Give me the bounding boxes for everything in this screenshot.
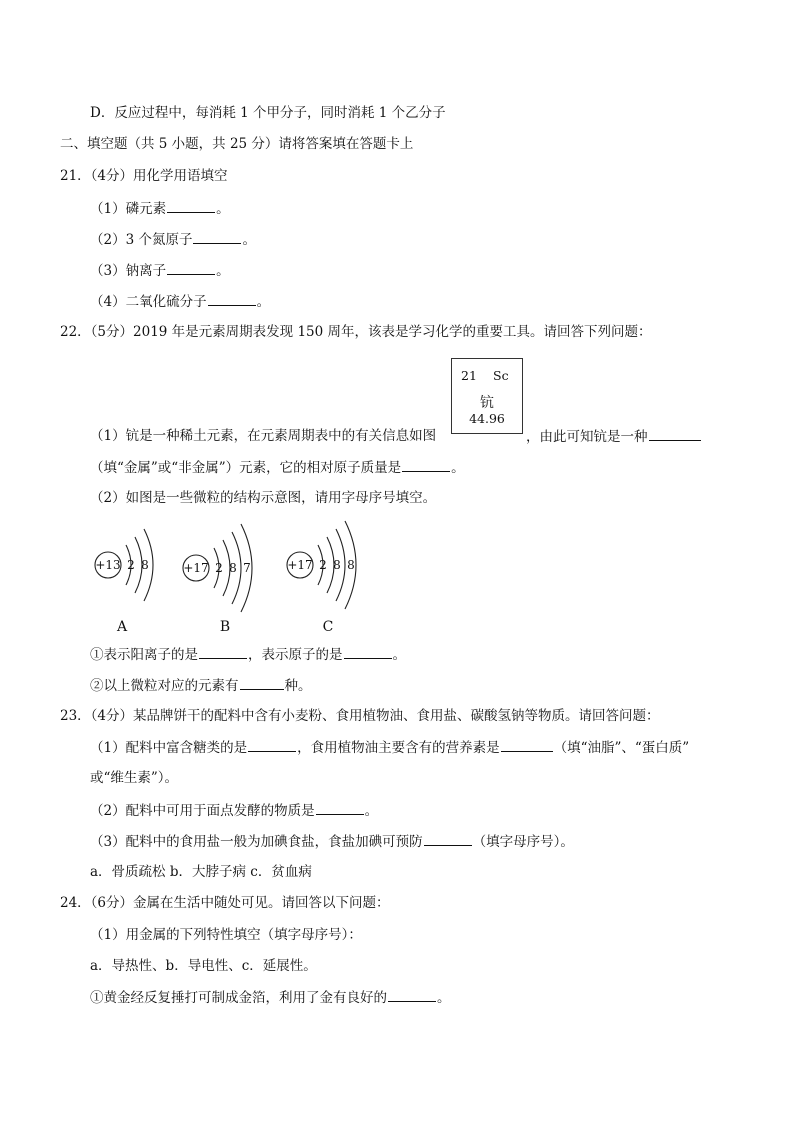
periodic-table-cell — [451, 358, 523, 434]
text: （填字母序号）。 — [472, 834, 574, 850]
q21-part4 — [90, 292, 270, 311]
element-symbol: Sc — [493, 368, 509, 383]
q21-part1 — [90, 199, 230, 218]
answer-blank — [167, 199, 215, 213]
shell-count: 8 — [333, 558, 341, 572]
answer-blank — [248, 738, 296, 752]
nucleus-charge: +17 — [287, 558, 313, 572]
answer-blank — [402, 458, 450, 472]
question-24: 24．（6分）金属在生活中随处可见。请回答以下问题： — [60, 895, 390, 911]
q23-part1-cont: 或“维生素”）。 — [90, 770, 179, 786]
answer-blank — [193, 230, 241, 244]
q23-options: a．骨质疏松 b．大脖子病 c．贫血病 — [90, 864, 312, 880]
diagram-label: A — [116, 619, 128, 635]
element-name: 钪 — [480, 395, 494, 411]
shell-count: 8 — [347, 558, 355, 572]
diagram-label: B — [219, 619, 231, 635]
answer-blank — [240, 676, 284, 690]
text: ②以上微粒对应的元素有 — [90, 678, 239, 694]
option-d: D．反应过程中，每消耗 1 个甲分子，同时消耗 1 个乙分子 — [90, 105, 446, 121]
q22-part1-a: （1）钪是一种稀土元素，在元素周期表中的有关信息如图 — [90, 428, 437, 444]
q21-part3 — [90, 261, 230, 280]
text: 种。 — [284, 678, 312, 694]
q22-part1-c — [90, 458, 465, 477]
q23-part1 — [90, 738, 689, 757]
text: 。 — [216, 263, 230, 279]
answer-blank — [167, 261, 215, 275]
q22-part2-1 — [90, 645, 406, 664]
question-22: 22．（5分）2019 年是元素周期表发现 150 周年，该表是学习化学的重要工具。请回答下列问题： — [60, 324, 652, 340]
shell-count: 2 — [127, 558, 135, 572]
nucleus-charge: +17 — [183, 561, 209, 575]
text: （1）磷元素 — [90, 201, 167, 217]
shell-count: 2 — [319, 558, 327, 572]
answer-blank — [344, 645, 392, 659]
text: 。 — [437, 990, 451, 1006]
answer-blank — [316, 801, 364, 815]
text: （1）配料中富含糖类的是 — [90, 740, 248, 756]
text: （填“金属”或“非金属”）元素，它的相对原子质量是 — [90, 460, 402, 476]
text: （2）3 个氮原子 — [90, 232, 193, 248]
particle-structure-diagrams — [80, 515, 400, 645]
text: 。 — [451, 460, 465, 476]
text: 。 — [392, 647, 406, 663]
text: ，由此可知钪是一种 — [526, 429, 648, 445]
text: 。 — [242, 232, 256, 248]
text: （3）配料中的食用盐一般为加碘食盐，食盐加碘可预防 — [90, 834, 423, 850]
diagram-label: C — [322, 619, 334, 635]
atomic-mass: 44.96 — [469, 411, 505, 426]
nucleus-charge: +13 — [95, 558, 121, 572]
atomic-number: 21 — [461, 368, 477, 383]
text: （4）二氧化硫分子 — [90, 294, 207, 310]
answer-blank — [208, 292, 256, 306]
text: ，食用植物油主要含有的营养素是 — [297, 740, 500, 756]
answer-blank — [199, 645, 247, 659]
text: 。 — [364, 803, 379, 819]
q24-part1: （1）用金属的下列特性填空（填字母序号）： — [90, 927, 362, 943]
answer-blank — [501, 738, 553, 752]
shell-count: 2 — [215, 561, 223, 575]
q22-part2: （2）如图是一些微粒的结构示意图，请用字母序号填空。 — [90, 490, 437, 506]
answer-blank — [424, 832, 472, 846]
text: （2）配料中可用于面点发酵的物质是 — [90, 803, 315, 819]
q23-part2 — [90, 801, 378, 820]
text: 。 — [256, 294, 271, 310]
q24-part1-1 — [90, 988, 451, 1007]
text: （3）钠离子 — [90, 263, 167, 279]
shell-count: 8 — [229, 561, 237, 575]
q22-part2-2 — [90, 676, 312, 695]
q24-options: a．导热性、b．导电性、c．延展性。 — [90, 958, 317, 974]
text: （填“油脂”、“蛋白质” — [553, 740, 690, 756]
shell-count: 8 — [141, 558, 149, 572]
text: 。 — [216, 201, 230, 217]
q23-part3 — [90, 832, 574, 851]
section-heading: 二、填空题（共 5 小题，共 25 分）请将答案填在答题卡上 — [60, 136, 414, 152]
shell-count: 7 — [243, 561, 251, 575]
text: ①表示阳离子的是 — [90, 647, 198, 663]
q21-part2 — [90, 230, 256, 249]
q22-part1-b — [526, 427, 702, 446]
text: ①黄金经反复捶打可制成金箔，利用了金有良好的 — [90, 990, 387, 1006]
answer-blank — [388, 988, 436, 1002]
answer-blank — [649, 427, 701, 441]
question-21: 21．（4分）用化学用语填空 — [60, 168, 228, 184]
question-23: 23．（4分）某品牌饼干的配料中含有小麦粉、食用植物油、食用盐、碳酸氢钠等物质。请回答问题： — [60, 708, 660, 724]
text: ，表示原子的是 — [248, 647, 343, 663]
